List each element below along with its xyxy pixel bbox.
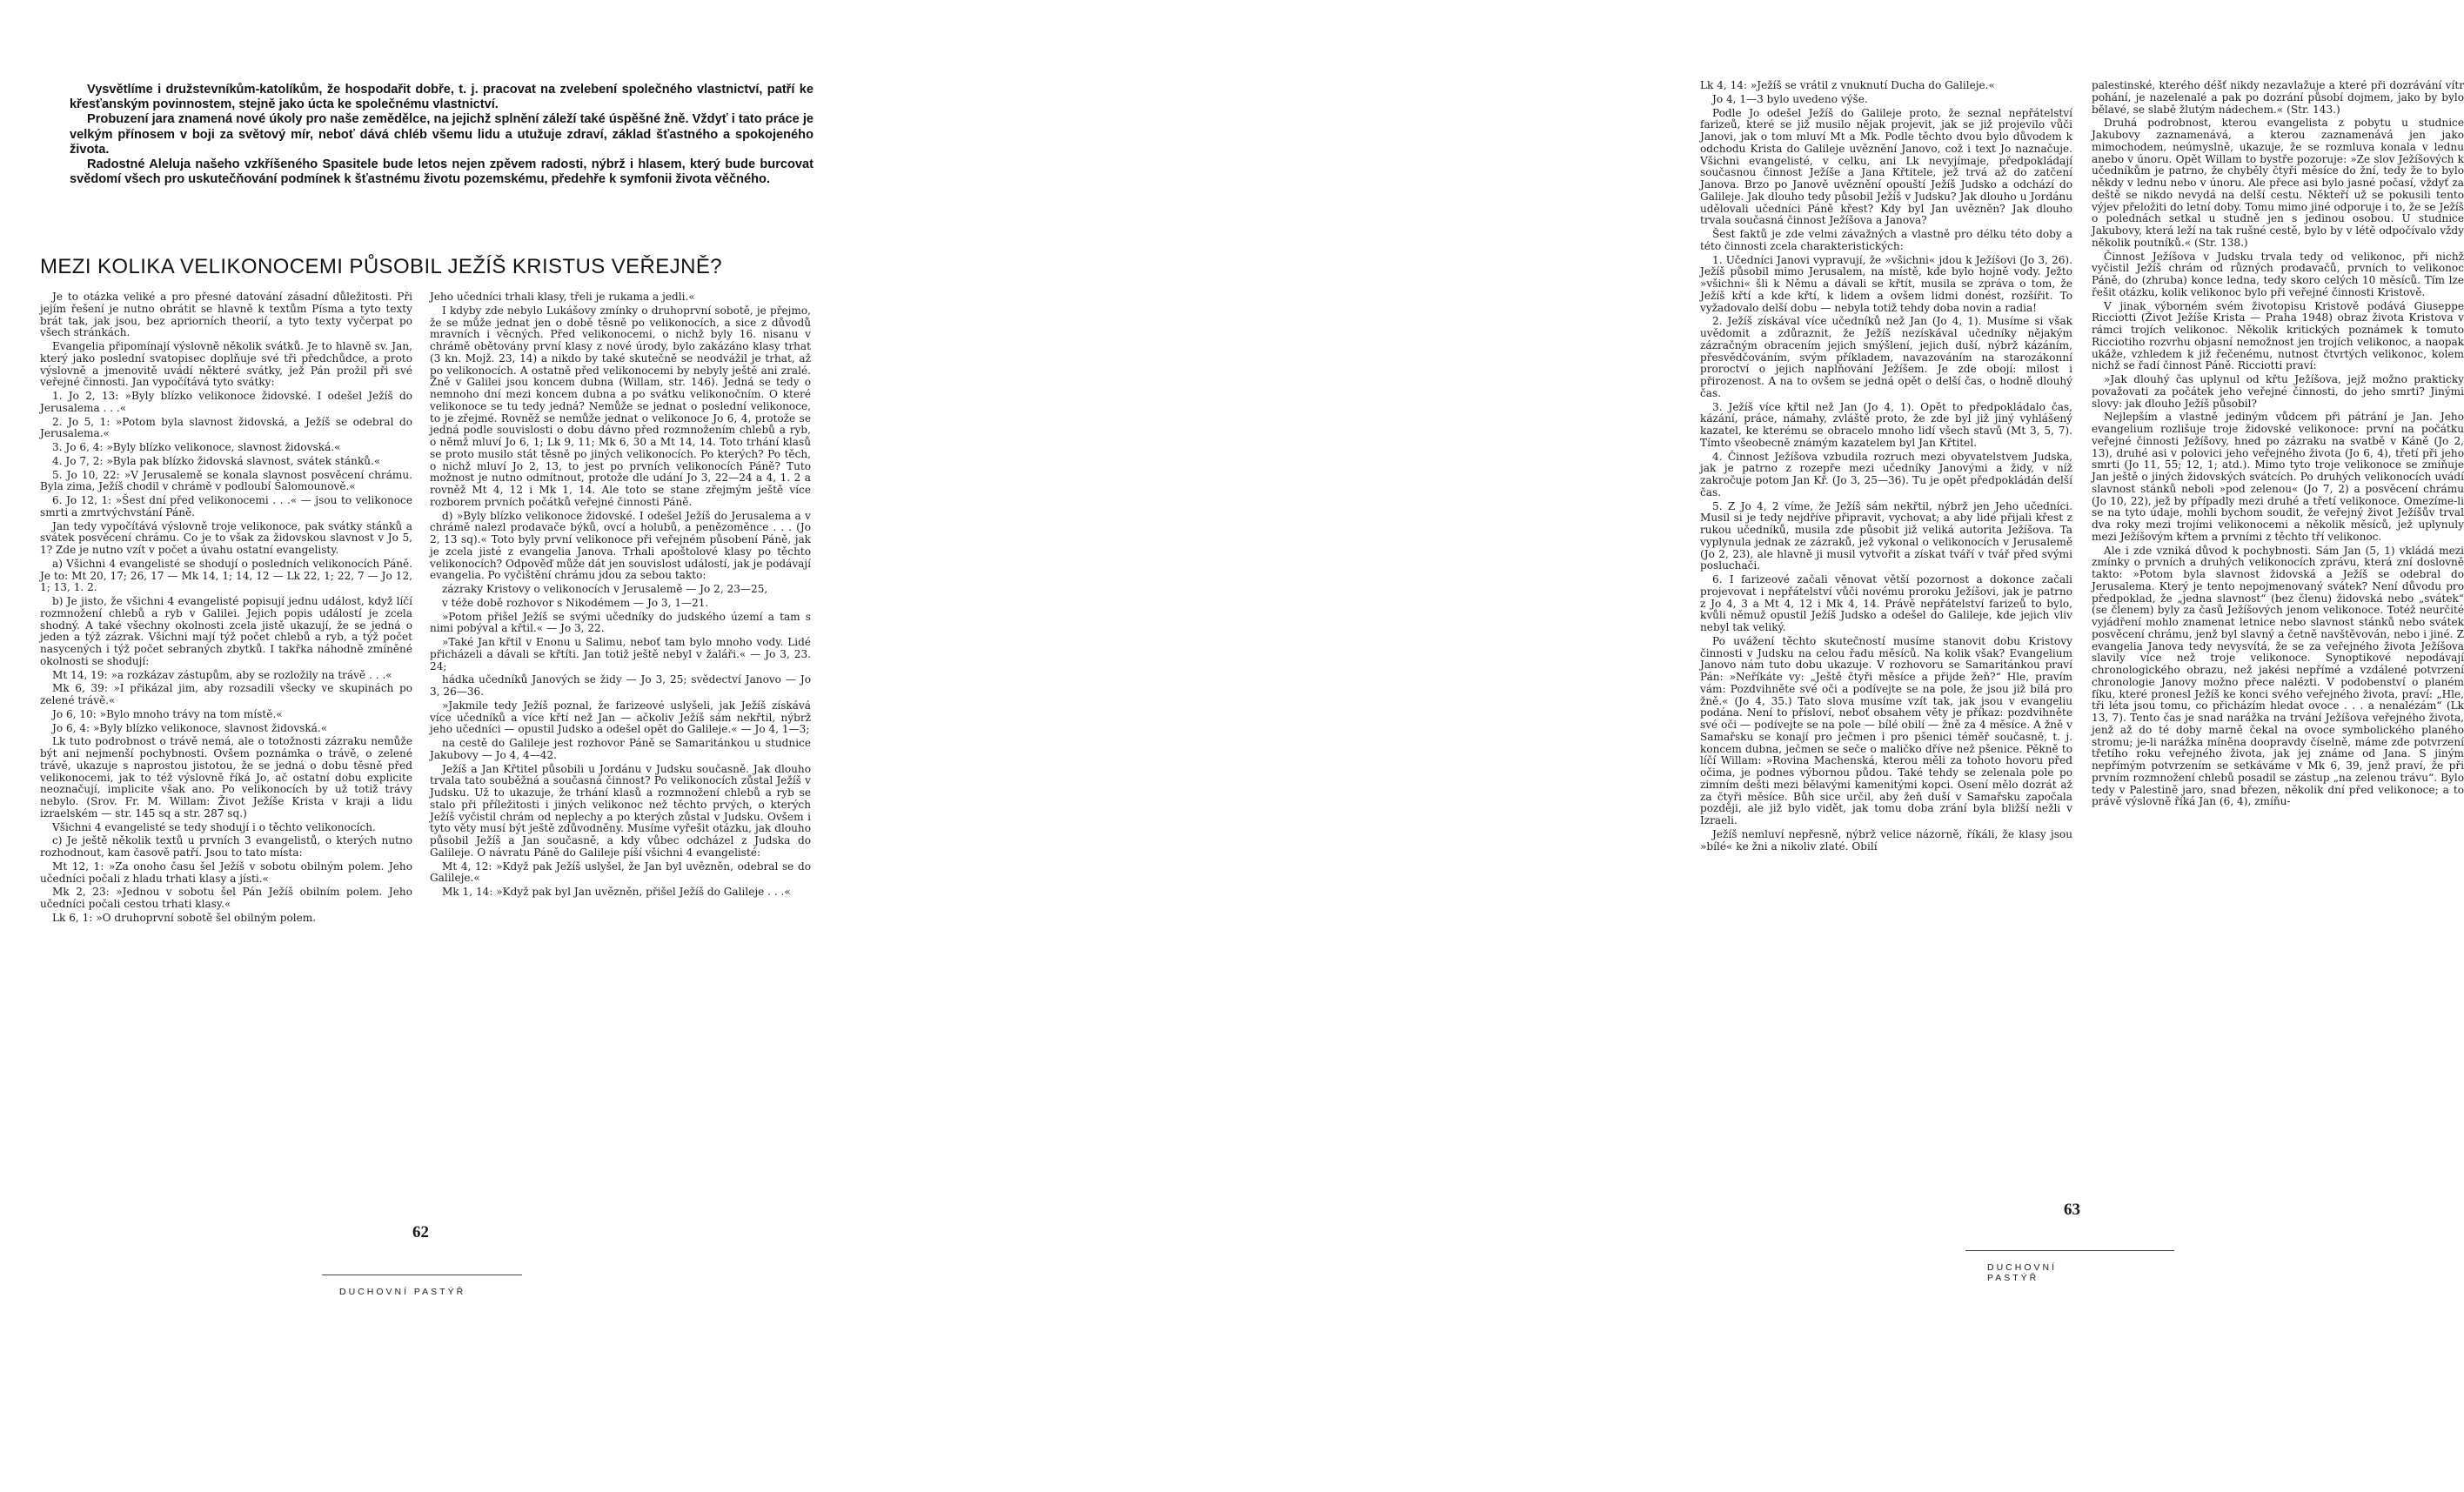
paragraph: 4. Jo 7, 2: »Byla pak blízko židovská slavnost, svátek stánků.«	[52, 454, 381, 467]
page-number: 62	[412, 1223, 429, 1241]
paragraph: Nejlepším a vlastně jediným vůdcem při pátrání je Jan. Jeho evangelium rozlišuje troje židovské velikonoce: první na počátku veřejné činnosti Ježíšovy, hned po zázraku na svatbě v Káně (Jo 2, 13), druhé asi v polovici jeho veřejného života (Jo 6, 4), třetí při jeho smrti (Jo 11, 55; 12, 1; atd.). Mimo tyto troje velikonoce se zmiňuje Jan ještě o jiných židovských svátcích. Po druhých velikonocích uvádí slavnost stánků neboli »pod zelenou« (Jo 7, 2) a posvěcení chrámu (Jo 10, 22), jež by případly mezi druhé a třetí velikonoce. Omezíme-li se na tyto údaje, mohli bychom soudit, že veřejný život Ježíšův trval dva roky mezi trojími velikonocemi a několik měsíců, jež uplynuly mezi Ježíšovým křtem a prvními z těchto tří velikonoc.	[2092, 411, 2464, 543]
paragraph: Je to otázka veliké a pro přesné datování zásadní důležitosti. Při jejím řešení je nutno obrátit se hlavně k textům Písma a tyto texty brát tak, jak jsou, bez apriorních theorií, a tyto texty vyčerpat po všech stránkách.	[40, 291, 412, 339]
paragraph: Jo 4, 1—3 bylo uvedeno výše.	[1712, 92, 1868, 105]
paragraph: Mt 4, 12: »Když pak Ježíš uslyšel, že Jan byl uvězněn, odebral se do Galileje.«	[430, 860, 811, 885]
paragraph: Jo 6, 4: »Byly blízko velikonoce, slavnost židovská.«	[52, 721, 328, 734]
paragraph: d) »Byly blízko velikonoce židovské. I odešel Ježíš do Jerusalema a v chrámě nalezl prodavače býků, ovcí a holubů, a penězoměnce . . . (Jo 2, 13 sq).« Toto byly první velikonoce při veřejném působení Páně, jak je zcela jisté z evangelia Janova. Trhali apoštolové klasy po těchto velikonocích? Odpověď může dát jen souvislost událostí, jak je podávají evangelia. Po vyčištění chrámu jdou za sebou takto:	[430, 509, 811, 582]
paragraph: Mk 1, 14: »Když pak byl Jan uvězněn, přišel Ježíš do Galileje . . .«	[442, 886, 791, 898]
paragraph: 4. Činnost Ježíšova vzbudila rozruch mezi obyvatelstvem Judska, jak je patrno z rozepře mezi učedníky Janovými a židy, v níž zakročuje potom Jan Kř. (Jo 3, 25—36). Tu je opět předpokládán delší čas.	[1700, 450, 2072, 498]
paragraph: I kdyby zde nebylo Lukášovy zmínky o druhoprvní sobotě, je přejmo, že se může jednat jen o době těsně po velikonocích, a sice z důvodů mravních i věcných. Před velikonocemi, o nichž byly 16. nisanu v chrámě obětovány první klasy z nové úrody, bylo zakázáno klasy trhat (3 kn. Mojž. 23, 14) a nikdo by také skutečně se neodvážil je trhat, až po velikonocích. A ostatně před velikonocemi by nebyly ještě ani zralé. Žně v Galilei jsou koncem dubna (Willam, str. 146). Jedná se tedy o nemnoho dní mezi koncem dubna a po svátku velikonočním. O které velikonoce se tu tedy jedná? Nemůže se jednat o poslední velikonoce, to je zřejmé. Rovněž se nemůže jednat o velikonoce Jo 6, 4, protože se jedná podle souvislosti o dobu dávno před rozmnožením chlebů a ryb, o němž mluví Jo 6, 1; Lk 9, 11; Mk 6, 30 a Mt 14, 14. Toto trhání klasů se proto musilo stát těsně po jiných velikonocích. Po kterých? Po těch, o nichž mluví Jo 2, 13, to jest po prvních velikonocích Páně? Tuto možnost je nutno odmítnout, protože dle udání Jo 3, 22—24 a 4, 1. 2 a rovněž Mt 4, 12 i Mk 1, 14. Ale toto se stane zřejmým ještě více rozborem prvních počátků veřejné činnosti Páně.	[430, 304, 811, 508]
paragraph: a) Všichni 4 evangelisté se shodují o posledních velikonocích Páně. Je to: Mt 20, 17; 26, 17 — Mk 14, 1; 14, 12 — Lk 22, 1; 22, 7 — Jo 12, 1; 13, 1. 2.	[40, 557, 412, 594]
paragraph: Šest faktů je zde velmi závažných a vlastně pro délku této doby a této činnosti zcela charakteristických:	[1700, 228, 2072, 252]
paragraph: Evangelia připomínají výslovně několik svátků. Je to hlavně sv. Jan, který jako poslední svatopisec doplňuje své tři předchůdce, a proto výslovně a jmenovitě uvádí některé svátky, jež Pán prožil při své veřejné činnosti. Jan vypočítává tyto svátky:	[40, 340, 412, 389]
intro-paragraph: Vysvětlíme i družstevníkům-katolíkům, že hospodařit dobře, t. j. pracovat na zvelebení společného vlastnictví, patří ke křesťanským povinnostem, stejně jako úcta ke společnému vlastnictví.	[70, 83, 814, 112]
right-column-1	[1700, 80, 2072, 1437]
paragraph: 1. Jo 2, 13: »Byly blízko velikonoce židovské. I odešel Ježíš do Jerusalema . . .«	[40, 390, 412, 414]
right-column-2	[2092, 80, 2464, 1437]
footer-divider	[1965, 1250, 2174, 1251]
paragraph: 5. Jo 10, 22: »V Jerusalemě se konala slavnost posvěcení chrámu. Byla zima, Ježíš chodil v chrámě v podloubí Šalomounově.«	[40, 468, 412, 493]
paragraph: c) Je ještě několik textů u prvních 3 evangelistů, o kterých nutno rozhodnout, kam časově patří. Jsou to tato místa:	[40, 834, 412, 859]
paragraph: V jinak výborném svém životopisu Kristově podává Giuseppe Ricciotti (Život Ježíše Krista — Praha 1948) obraz života Kristova v rámci trojích velikonoc. Několik kritických poznámek k tomuto Ricciotiho rozvrhu objasní nemožnost jen trojích velikonoc, a naopak ukáže, vzhledem k již řečenému, nutnost čtvrtých velikonoc, kolem nichž se řadí činnost Páně. Ricciotti praví:	[2092, 299, 2464, 372]
paragraph: »Také Jan křtil v Enonu u Salimu, neboť tam bylo mnoho vody. Lidé přicházeli a dávali se křtíti. Jan totiž ještě nebyl v žaláři.« — Jo 3, 23. 24;	[430, 636, 811, 672]
journal-title: DUCHOVNÍ PASTÝŘ	[339, 1287, 466, 1297]
journal-title: DUCHOVNÍ PASTÝŘ	[1987, 1262, 2058, 1283]
paragraph: Po uvážení těchto skutečností musíme stanovit dobu Kristovy činnosti v Judsku na celou řadu měsíců. Na kolik však? Evangelium Janovo nám tuto dobu ukazuje. V rozhovoru se Samaritánkou praví Pán: »Neříkáte vy: „Ještě čtyři měsíce a přijde žeň?“ Hle, pravím vám: Pozdvihněte své oči a podívejte se na pole, že jsou již bílá pro žně.« (Jo 4, 35.) Tato slova musíme vzít tak, jak jsou v evangeliu podána. Není to přísloví, neboť obsahem věty je příkaz: pozdvihněte své oči — podívejte se na pole — bílé obilí — žně za 4 měsíce. A žně v Samařsku se konají pro ječmen i pro pšenici téměř současně, t. j. koncem dubna, ječmen se seče o maličko dříve než pšenice. Pěkně to líčí Willam: »Rovina Machenská, kterou měli za tohoto hovoru před očima, je podnes výbornou půdou. Také tehdy se zelenala pole po zimním dešti mezi bělavými kamenitými kopci. Osení mělo dozrát až za čtyři měsíce. Bůh sice určil, aby žeň duší v Samařsku započala později, ale již bylo vidět, jak tomu doba zrání byla bližší nežli v Izraeli.	[1700, 634, 2072, 826]
paragraph: Mk 6, 39: »I přikázal jim, aby rozsadili všecky ve skupinách po zelené trávě.«	[40, 682, 412, 706]
paragraph: 3. Jo 6, 4: »Byly blízko velikonoce, slavnost židovská.«	[52, 441, 341, 453]
paragraph: Jo 6, 10: »Bylo mnoho trávy na tom místě.«	[52, 707, 283, 720]
paragraph: Ježíš a Jan Křtitel působili u Jordánu v Judsku současně. Jak dlouho trvala tato souběžná a současná činnost? Po velikonocích zůstal Ježíš v Judsku. Už to ukazuje, že trhání klasů a rozmnožení chlebů a ryb se stalo při příležitosti i jiných velikonoc než těchto prvých, o kterých Ježíš vyčistil chrám od neplechy a po kterých zůstal v Judsku. Ovšem i tyto věty musí být ještě zdůvodněny. Musíme vyřešit otázku, jak dlouho působil Ježíš a Jan současně, a kdy vůbec odcházel z Judska do Galileje. O návratu Páně do Galileje píší všichni 4 evangelisté:	[430, 762, 811, 859]
paragraph: Mt 14, 19: »a rozkázav zástupům, aby se rozložily na trávě . . .«	[52, 668, 392, 681]
paragraph: Ale i zde vzniká důvod k pochybnosti. Sám Jan (5, 1) vkládá mezi zmínky o prvních a druhých velikonocích zprávu, která zní doslovně takto: »Potom byla slavnost židovská a Ježíš se odebral do Jerusalema. Který je tento nepojmenovaný svátek? Není důvodu pro předpoklad, že „jedna slavnost“ (bez členu) židovská nebo „svátek“ (se členem) byly za časů Ježíšových jenom velikonoce. Totéž neurčité vyjádření mohlo znamenat letnice nebo slavnost stánků nebo svátek posvěcení chrámu, jenž byl slavný a četně navštěvován, nebo i jiné. Z evangelia Janova tedy nevysvítá, že se za veřejného života Ježíšova slavily více než troje velikonoce. Synoptikové nepodávají chronologického obrazu, než jakési nepřímé a vzdálené potvrzení chronologie Janovy možno přece nalézti. V podobenství o planém fíku, které pronesl Ježíš ke konci svého veřejného života, praví: „Hle, tři léta jsou tomu, co přicházím hledat ovoce . . . a nenalézám“ (Lk 13, 7). Tento čas je snad narážka na trvání Ježíšova veřejného života, jenž až do té doby marně čekal na ovoce symbolického planého stromu; je-li narážka míněna doopravdy číselně, máme zde potvrzení třetího roku veřejného života, jak jej známe od Jana. S jiným nepřímým potvrzením se setkáváme v Mk 6, 39, jenž praví, že při prvním rozmnožení chlebů posadil se zástup „na zelenou trávu“. Bylo tedy v Palestině jaro, snad březen, několik dní před velikonoce; a to právě výslovně říká Jan (6, 4), zmíňu-	[2092, 544, 2464, 808]
paragraph: v téže době rozhovor s Nikodémem — Jo 3, 1—21.	[442, 596, 709, 609]
paragraph: 3. Ježíš více křtil než Jan (Jo 4, 1). Opět to předpokládalo čas, kázání, práce, námahy, zvláště proto, že zde byl již jiný vyhlášený kazatel, ke kterému se obracelo mnoho lidí všech stavů (Mt 3, 5, 7). Tímto všeobecně známým kazatelem byl Jan Křtitel.	[1700, 400, 2072, 449]
paragraph: Mk 2, 23: »Jednou v sobotu šel Pán Ježíš obilním polem. Jeho učedníci počali cestou trhati klasy.«	[40, 886, 412, 910]
paragraph: Druhá podrobnost, kterou evangelista z pobytu u studnice Jakubovy zaznamenává, a kterou zaznamenává jen jako mimochodem, neúmyslně, ukazuje, že se rozmluva konala v lednu anebo v únoru. Opět Willam to bystře pozoruje: »Ze slov Ježíšových k učedníkům je patrno, že chyběly čtyři měsíce do žní, tedy že to bylo někdy v lednu nebo v únoru. Ale přece asi bylo jasné počasí, vždyť za deště se nikdo nevydá na delší cestu. Někteří už se pokusili tento výjev přeložiti do letní doby. Tomu mimo jiné odporuje i to, že se Ježíš o polednách setkal u studně jen s jedinou osobou. U studnice Jakubovy, která leží na tak rušné cestě, bylo by v létě odpočívalo vždy několik poutníků.« (Str. 138.)	[2092, 117, 2464, 249]
paragraph: na cestě do Galileje jest rozhovor Páně se Samaritánkou u studnice Jakubovy — Jo 4, 4—42.	[430, 737, 811, 761]
paragraph: 2. Jo 5, 1: »Potom byla slavnost židovská, a Ježíš se odebral do Jerusalema.«	[40, 415, 412, 440]
paragraph: Jan tedy vypočítává výslovně troje velikonoce, pak svátky stánků a svátek posvěcení chrámu. Co je to však za židovskou slavnost v Jo 5, 1? Zde je nutno vzít v počet a úvahu ostatní evangelisty.	[40, 519, 412, 556]
left-column-1	[40, 291, 412, 1492]
paragraph: 2. Ježíš získával více učedníků než Jan (Jo 4, 1). Musíme si však uvědomit a zdůraznit, že Ježíš nezískával učedníky nějakým zázračným obracením jejich smýšlení, jejich duší, nýbrž kázáním, přesvědčováním, svým příkladem, navazováním na starozákonní proroctví o jejich naplňování Ježíšem. Je zde obojí: milost i přirozenost. A na to ovšem se jedná opět o delší čas, o hodně dlouhý čas.	[1700, 315, 2072, 399]
left-page	[0, 0, 830, 1305]
paragraph: »Jakmile tedy Ježíš poznal, že farizeové uslyšeli, jak Ježíš získává více učedníků a více křtí než Jan — ačkoliv Ježíš sám nekřtil, nýbrž jeho učedníci — opustil Judsko a odešel opět do Galileje.« — Jo 4, 1—3;	[430, 699, 811, 736]
intro-paragraph: Radostné Aleluja našeho vzkříšeného Spasitele bude letos nejen zpěvem radosti, nýbrž i hlasem, který bude burcovat svědomí všech pro uskutečňování podmínek k šťastnému životu pozemskému, předehře k symfonii života věčného.	[70, 157, 814, 187]
paragraph: palestinské, kterého déšť nikdy nezavlažuje a které při dozrávání vítr pohání, je nazelenalé a pak po dozrání působí dojmem, jako by bylo bělavé, se slabě žlutým nádechem.« (Str. 143.)	[2092, 79, 2464, 116]
page-number: 63	[2064, 1201, 2080, 1219]
intro-paragraph: Probuzení jara znamená nové úkoly pro naše zemědělce, na jejichž splnění záleží také úspěšné žně. Vždyť i tato práce je velkým přínosem v boji za světový mír, neboť dává chléb všemu lidu a utužuje zdraví, základ šťastného a spokojeného života.	[70, 112, 814, 157]
paragraph: Lk 4, 14: »Ježíš se vrátil z vnuknutí Ducha do Galileje.«	[1700, 79, 1995, 91]
paragraph: Lk 6, 1: »O druhoprvní sobotě šel obilným polem.	[52, 911, 317, 924]
right-page	[830, 0, 2464, 1305]
paragraph: 6. I farizeové začali věnovat větší pozornost a dokonce začali projevovat i nepřátelství vůči novému proroku Ježíšovi, jak je patrno z Jo 4, 3 a Mt 4, 12 i Mk 4, 14. Právě nepřátelství farizeů to bylo, kvůli němuž opustil Ježíš Judsko a odešel do Galileje, kde jejich vliv nebyl tak veliký.	[1700, 573, 2072, 633]
intro-bold-paragraphs	[70, 83, 814, 187]
paragraph: Lk tuto podrobnost o trávě nemá, ale o totožnosti zázraku nemůže být ani nejmenší pochybnosti. Ovšem poznámka o trávě, o zelené trávě, ukazuje s naprostou jistotou, že se jedná o dobu těsně před velikonocemi, jak to též výslovně říká Jo, ač ostatní dobu explicite neoznačují, implicite však ano. Po velikonocích by už totiž trávy nebylo. (Srov. Fr. M. Willam: Život Ježíše Krista v kraji a lidu izraelském — str. 145 sq a str. 287 sq.)	[40, 735, 412, 820]
paragraph: Ježíš nemluví nepřesně, nýbrž velice názorně, říkáli, že klasy jsou »bílé« ke žni a nikoliv zlaté. Obilí	[1700, 827, 2072, 853]
paragraph: hádka učedníků Janových se židy — Jo 3, 25; svědectví Janovo — Jo 3, 26—36.	[430, 673, 811, 698]
left-column-2	[430, 291, 811, 1492]
paragraph: Podle Jo odešel Ježíš do Galileje proto, že seznal nepřátelství farizeů, které se již musilo nějak projevit, jak se již projevilo vůči Janovi, jak o tom mluví Mt a Mk. Podle těchto dvou bylo důvodem k odchodu Krista do Galileje uvěznění Janovo, což i text Jo naznačuje. Všichni evangelisté, v celku, ani Lk nevyjímaje, předpokládají současnou činnost Ježíše a Jana Křtitele, jež trvá až do zatčení Janova. Brzo po Janově uvěznění opouští Ježíš Judsko a odchází do Galileje. Jak dlouho tedy působil Ježíš v Judsku? Jak dlouho u Jordánu udělovali učedníci Páně křest? Kdy byl Jan uvězněn? Jak dlouho trvala současná činnost Ježíšova a Janova?	[1700, 106, 2072, 227]
paragraph: b) Je jisto, že všichni 4 evangelisté popisují jednu událost, když líčí rozmnožení chlebů a ryb v Galilei. Jejich popis událostí je zcela shodný. A také všechny okolnosti zcela jistě ukazují, že se jedná o jeden a týž zázrak. Všichni mají týž počet chlebů a ryb, a týž počet nasycených i týž počet sebraných zbytků. I takřka náhodně zmíněné okolnosti se shodují:	[40, 595, 412, 667]
paragraph: Všichni 4 evangelisté se tedy shodují i o těchto velikonocích.	[52, 820, 376, 833]
paragraph: Činnost Ježíšova v Judsku trvala tedy od velikonoc, při nichž vyčistil Ježíš chrám od různých prodavačů, prvních to velikonoc Páně, do (zhruba) konce ledna, tedy skoro celých 10 měsíců. Tím lze řešit otázku, kolik velikonoc bylo při veřejné činnosti Kristově.	[2092, 250, 2464, 298]
paragraph: »Potom přišel Ježíš se svými učedníky do judského území a tam s nimi pobýval a křtil.« — Jo 3, 22.	[430, 610, 811, 635]
paragraph: 5. Z Jo 4, 2 víme, že Ježíš sám nekřtil, nýbrž jen Jeho učedníci. Musil si je tedy nejdříve připravit, vychovat; a aby lidé přijali křest z rukou učedníků, musila zde působit již veliká autorita Ježíšova. Ta vyplynula jednak ze zázraků, jež vykonal o velikonocích v Jerusalemě (Jo 2, 23), ale hlavně ji musil vytvořit a získat tváří v tvář před svými posluchači.	[1700, 499, 2072, 572]
paragraph: 6. Jo 12, 1: »Šest dní před velikonocemi . . .« — jsou to velikonoce smrti a zmrtvýchvstání Páně.	[40, 494, 412, 519]
article-headline: MEZI KOLIKA VELIKONOCEMI PŮSOBIL JEŽÍŠ KRISTUS VEŘEJNĚ?	[40, 255, 722, 278]
paragraph: 1. Učedníci Janovi vypravují, že »všichni« jdou k Ježíšovi (Jo 3, 26). Ježíš působil mimo Jerusalem, na místě, kde bylo hojně vody. Ježto »všichni« šli k Němu a dávali se křtít, musila se zpráva o tom, že Ježíš křtí a kde křtí, k lidem a ovšem lidmi donést, rozšířit. To vyžadovalo delší dobu — nebyla totiž tehdy doba novin a radia!	[1700, 253, 2072, 314]
paragraph: Mt 12, 1: »Za onoho času šel Ježíš v sobotu obilným polem. Jeho učedníci počali z hladu trhati klasy a jísti.«	[40, 860, 412, 885]
paragraph: Jeho učedníci trhali klasy, třeli je rukama a jedli.«	[430, 291, 695, 303]
paragraph: zázraky Kristovy o velikonocích v Jerusalemě — Jo 2, 23—25,	[442, 583, 768, 595]
paragraph: »Jak dlouhý čas uplynul od křtu Ježíšova, jejž možno prakticky považovati za počátek jeho veřejné činnosti, do jeho smrti? Jinými slovy: jak dlouho Ježíš působil?	[2092, 373, 2464, 410]
